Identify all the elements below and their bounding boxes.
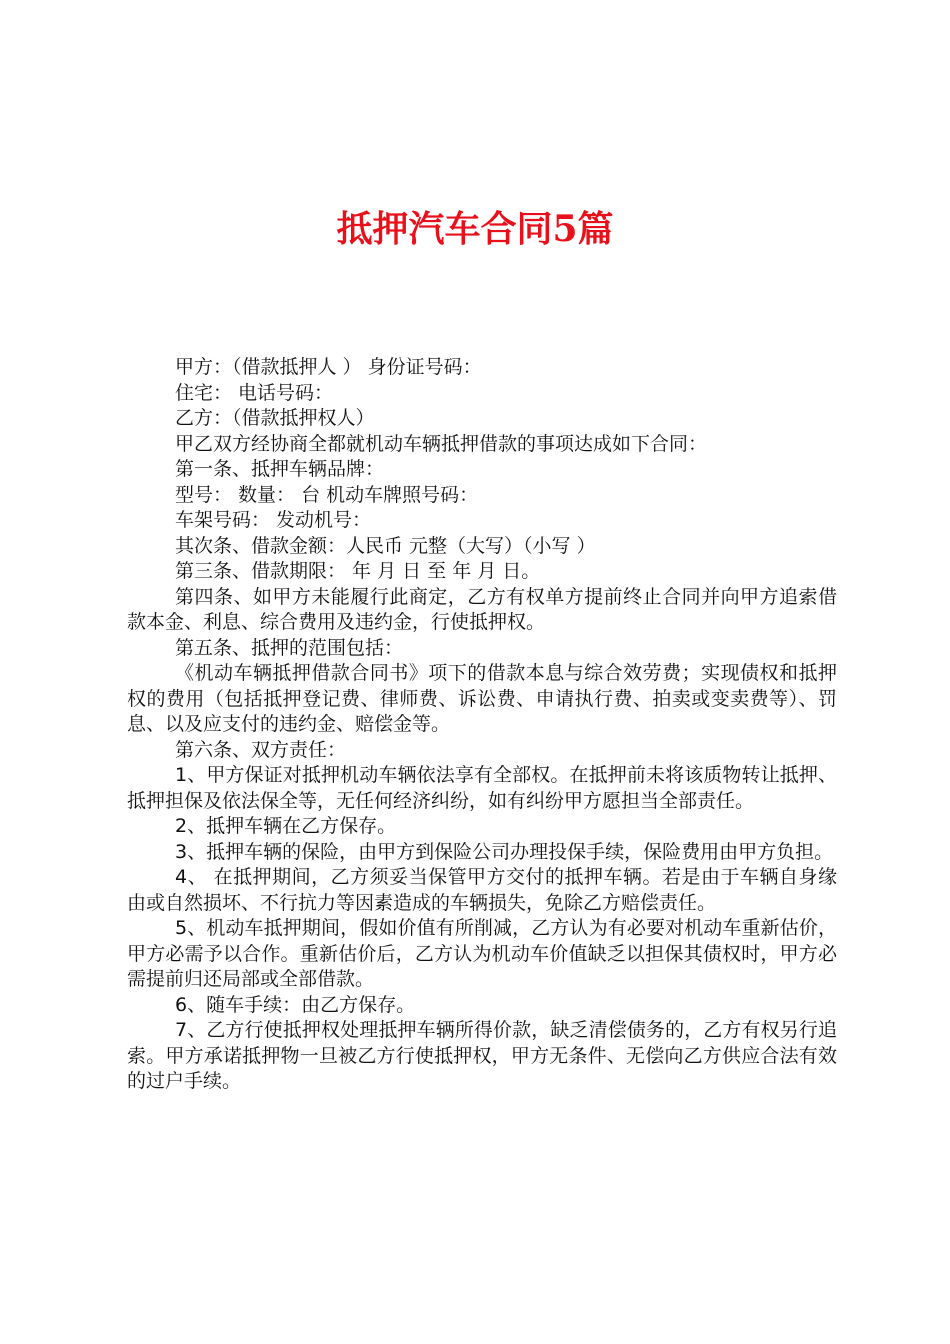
paragraph: 《机动车辆抵押借款合同书》项下的借款本息与综合效劳费；实现债权和抵押权的费用（包括抵押登记费、律师费、诉讼费、申请执行费、拍卖或变卖费等）、罚息、以及应支付的违约金、赔偿金等。	[127, 662, 837, 735]
paragraph: 车架号码： 发动机号：	[175, 509, 372, 531]
paragraph: 第六条、双方责任：	[175, 738, 347, 761]
paragraph: 2、抵押车辆在乙方保存。	[175, 815, 397, 837]
paragraph: 乙方：（借款抵押权人）	[175, 407, 375, 429]
paragraph: 第三条、借款期限： 年 月 日 至 年 月 日。	[175, 560, 541, 582]
paragraph: 7、乙方行使抵押权处理抵押车辆所得价款，缺乏清偿债务的，乙方有权另行追索。甲方承诺抵押物一旦被乙方行使抵押权，甲方无条件、无偿向乙方供应合法有效的过户手续。	[127, 1019, 837, 1092]
paragraph: 甲乙双方经协商全都就机动车辆抵押借款的事项达成如下合同：	[175, 432, 708, 455]
paragraph: 第五条、抵押的范围包括：	[175, 636, 404, 659]
paragraph: 1、甲方保证对抵押机动车辆依法享有全部权。在抵押前未将该质物转让抵押、抵押担保及依法保全等，无任何经济纠纷，如有纠纷甲方愿担当全部责任。	[127, 764, 837, 812]
document-body	[127, 355, 837, 1095]
paragraph: 3、抵押车辆的保险，由甲方到保险公司办理投保手续，保险费用由甲方负担。	[175, 840, 834, 863]
paragraph: 第一条、抵押车辆品牌：	[175, 458, 385, 480]
paragraph: 其次条、借款金额：人民币 元整（大写）（小写 ）	[175, 534, 596, 557]
paragraph: 住宅： 电话号码：	[175, 381, 334, 404]
paragraph: 型号： 数量： 台 机动车牌照号码：	[175, 483, 479, 506]
paragraph: 5、机动车抵押期间，假如价值有所削减，乙方认为有必要对机动车重新估价，甲方必需予以合作。重新估价后，乙方认为机动车价值缺乏以担保其债权时，甲方必需提前归还局部或全部借款。	[127, 917, 837, 990]
paragraph: 甲方：（借款抵押人 ） 身份证号码：	[175, 356, 482, 378]
paragraph: 6、随车手续：由乙方保存。	[175, 993, 416, 1016]
paragraph: 4、 在抵押期间，乙方须妥当保管甲方交付的抵押车辆。若是由于车辆自身缘由或自然损坏、不行抗力等因素造成的车辆损失，免除乙方赔偿责任。	[127, 866, 837, 914]
document-title: 抵押汽车合同5篇	[336, 208, 614, 250]
paragraph: 第四条、如甲方未能履行此商定，乙方有权单方提前终止合同并向甲方追索借款本金、利息、综合费用及违约金，行使抵押权。	[127, 585, 837, 633]
